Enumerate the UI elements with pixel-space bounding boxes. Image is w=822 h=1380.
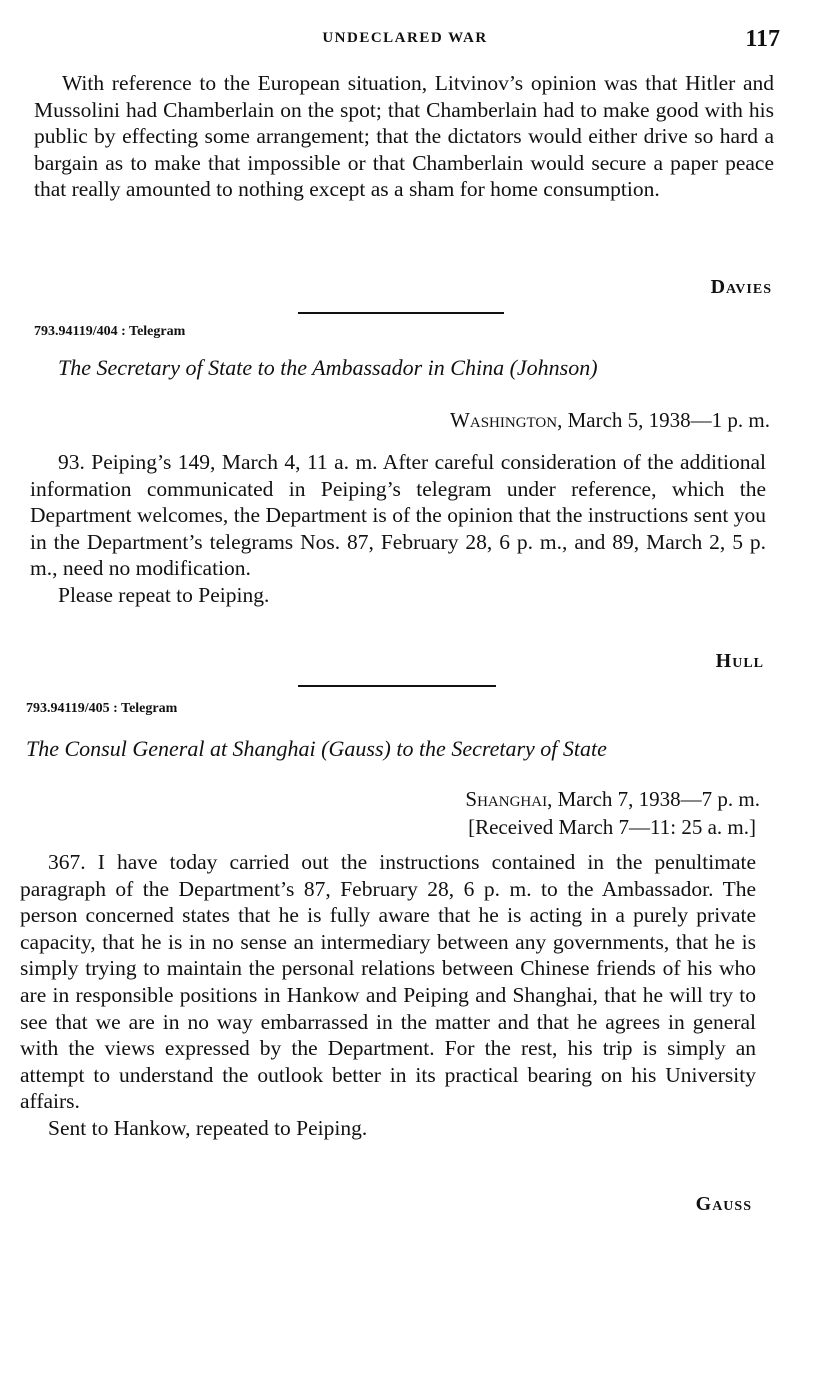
page-header (30, 26, 780, 56)
section-divider-2 (298, 685, 496, 687)
intro-section (34, 70, 774, 203)
signature-hull: Hull (715, 650, 764, 672)
document-title-1: The Secretary of State to the Ambassador in China (Johnson) (58, 355, 598, 380)
doc1-paragraph-1: 93. Peiping’s 149, March 4, 11 a. m. After careful consideration of the additional information communicated in Peiping’s telegram under reference, which the Department welcomes, the Department is of the opinion that the instructions sent you in the Department’s telegrams Nos. 87, February 28, 6 p. m., and 89, March 2, 5 p. m., need no modification. (30, 450, 766, 581)
page-number: 117 (745, 26, 780, 52)
doc1-body (30, 449, 766, 609)
doc2-body (20, 849, 756, 1142)
dateline-date: , March 5, 1938—1 p. m. (557, 408, 770, 432)
signature-gauss: Gauss (695, 1193, 752, 1215)
dateline-shanghai (465, 787, 760, 812)
received-line: [Received March 7—11: 25 a. m.] (468, 815, 756, 839)
doc1-paragraph-2: Please repeat to Peiping. (58, 582, 270, 607)
doc2-paragraph-1: 367. I have today carried out the instructions contained in the penultimate paragraph of the Department’s 87, February 28, 6 p. m. to the Ambassador. The person concerned states that he is fully aware that he is acting in a purely private capacity, that he is in no sense an intermediary between any governments, that he is simply trying to maintain the personal relations between Chinese friends of his who are in responsible positions in Hankow and Peiping and Shanghai, that he will try to see that we are in no way embarrassed in the matter and that he agrees in general with the views expressed by the Department. For the rest, his trip is simply an attempt to understand the outlook better in its practical bearing on his University affairs. (20, 850, 756, 1114)
section-divider-1 (298, 312, 504, 314)
doc2-paragraph-2: Sent to Hankow, repeated to Peiping. (48, 1115, 368, 1140)
running-title: UNDECLARED WAR (322, 30, 488, 46)
document-title-2: The Consul General at Shanghai (Gauss) to the Secretary of State (26, 736, 607, 761)
file-reference-405: 793.94119/405 : Telegram (26, 701, 178, 716)
dateline-place: Washington (450, 408, 558, 432)
signature-davies: Davies (710, 276, 772, 298)
dateline-place: Shanghai (465, 787, 548, 811)
dateline-date: , March 7, 1938—7 p. m. (547, 787, 760, 811)
intro-paragraph: With reference to the European situation, Litvinov’s opinion was that Hitler and Mussolini had Chamberlain on the spot; that Chamberlain had to make good with his public by effecting some arrangement; that the dictators would either drive so hard a bargain as to make that impossible or that Chamberlain would secure a paper peace that really amounted to nothing except as a sham for home consumption. (34, 71, 774, 202)
file-reference-404: 793.94119/404 : Telegram (34, 324, 186, 339)
dateline-washington (450, 408, 770, 433)
